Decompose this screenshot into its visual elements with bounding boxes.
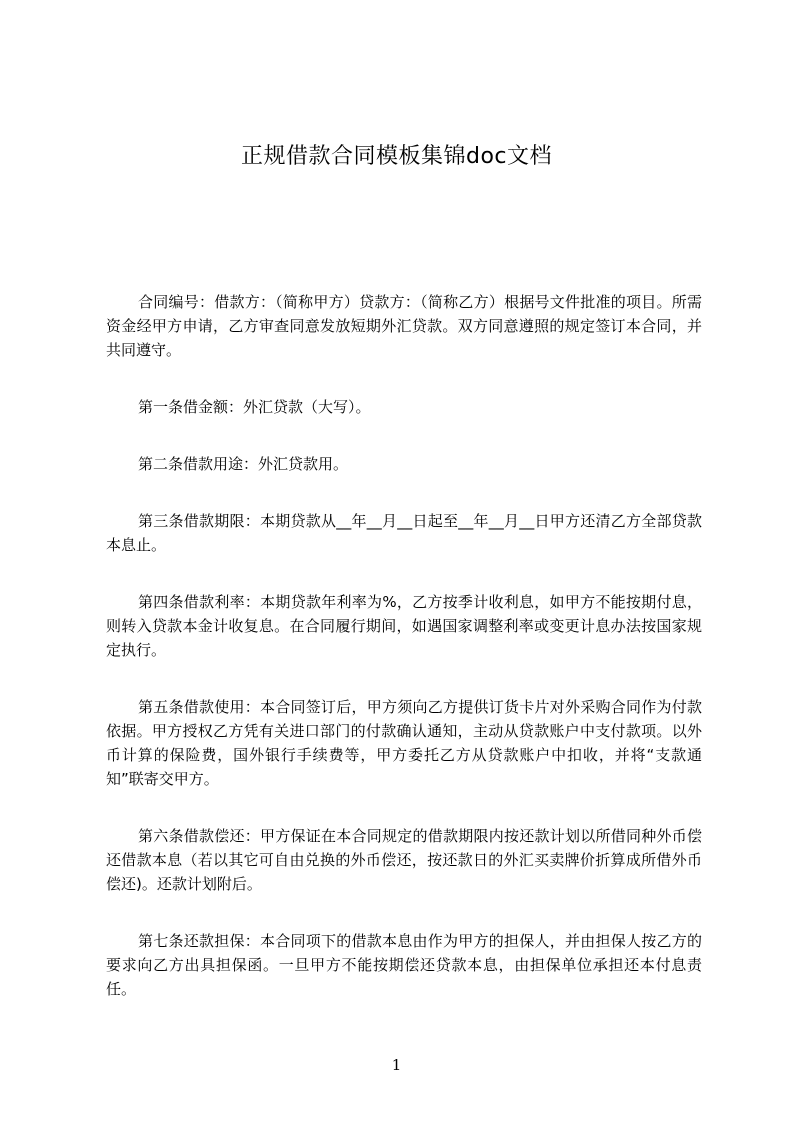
page-number: 1	[391, 1056, 402, 1074]
paragraph-article-7-guarantee: 第七条还款担保：本合同项下的借款本息由作为甲方的担保人，并由担保人按乙方的要求向乙方出具担保函。一旦甲方不能按期偿还贷款本息，由担保单位承担还本付息责任。	[106, 932, 702, 998]
paragraph-article-6-repayment: 第六条借款偿还：甲方保证在本合同规定的借款期限内按还款计划以所借同种外币偿还借款本息（若以其它可自由兑换的外币偿还，按还款日的外汇买卖牌价折算成所借外币偿还)。还款计划附后。	[106, 827, 702, 893]
paragraph-article-5-usage: 第五条借款使用：本合同签订后，甲方须向乙方提供订货卡片对外采购合同作为付款依据。甲方授权乙方凭有关进口部门的付款确认通知，主动从贷款账户中支付款项。以外币计算的保险费，国外银行手续费等，甲方委托乙方从贷款账户中扣收，并将“支款通知”联寄交甲方。	[106, 698, 702, 788]
paragraph-preamble: 合同编号：借款方：（简称甲方）贷款方：（简称乙方）根据号文件批准的项目。所需资金经甲方申请，乙方审查同意发放短期外汇贷款。双方同意遵照的规定签订本合同，并共同遵守。	[106, 293, 702, 359]
paragraph-article-4-interest: 第四条借款利率：本期贷款年利率为%，乙方按季计收利息，如甲方不能按期付息，则转入贷款本金计收复息。在合同履行期间，如遇国家调整利率或变更计息办法按国家规定执行。	[106, 593, 702, 659]
paragraph-article-1-amount: 第一条借金额：外汇贷款（大写）。	[138, 398, 371, 416]
paragraph-article-2-purpose: 第二条借款用途：外汇贷款用。	[138, 455, 349, 473]
document-body	[106, 290, 702, 1034]
paragraph-article-3-term: 第三条借款期限：本期贷款从__年__月__日起至__年__月__日甲方还清乙方全部贷款本息止。	[106, 512, 702, 554]
document-title: 正规借款合同模板集锦doc文档	[240, 144, 553, 169]
